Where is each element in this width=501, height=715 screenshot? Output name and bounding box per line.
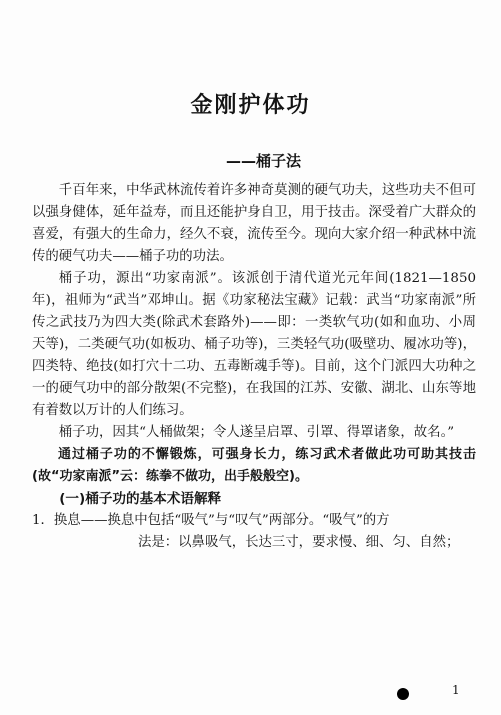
term-item-1-continued: 法是：以鼻吸气，长达三寸，要求慢、细、匀、自然； — [138, 535, 460, 550]
page-title: 金刚护体功 — [190, 93, 311, 118]
paragraph-intro: 千百年来，中华武林流传着许多神奇莫测的硬气功夫，这些功夫不但可以强身健体，延年益寿，而且还能护身自卫，用于技击。深受着广大群众的喜爱，有强大的生命力，经久不衰，流传至今。现向大家介绍一种武林中流传的硬气功夫——桶子功的功法。 — [32, 183, 476, 264]
ink-dot — [397, 688, 409, 700]
page-subtitle: ——桶子法 — [226, 152, 302, 170]
page-number: 1 — [452, 683, 460, 697]
section-heading: (一)桶子功的基本术语解释 — [59, 491, 222, 507]
term-item-1: 1．换息——换息中包括“吸气”与“叹气”两部分。“吸气”的方 — [32, 513, 390, 528]
paragraph-origin: 桶子功，源出“功家南派”。该派创于清代道光元年间(1821—1850年)，祖师为“武当”邓坤山。据《功家秘法宝藏》记载：武当“功家南派”所传之武技乃为四大类(除武术套路外)——即：一类软气功(如和血功、小周天等)，二类硬气功(如板功、桶子功等)，三类轻气功(吸壁功、履冰功等)，四类特、绝技(如打穴十二功、五毒断魂手等)。目前，这个门派四大功种之一的硬气功中的部分散架(不完整)，在我国的江苏、安徽、湖北、山东等地有着数以万计的人们练习。 — [32, 271, 476, 418]
body-text — [32, 180, 476, 554]
paragraph-name: 桶子功，因其“人桶做架；令人遂呈启罩、引罩、得罩诸象，故名。” — [58, 425, 455, 440]
paragraph-benefits: 通过桶子功的不懈锻炼，可强身长力，练习武术者做此功可助其技击(故“功家南派”云：练拳不做功，出手般般空)。 — [32, 447, 476, 484]
